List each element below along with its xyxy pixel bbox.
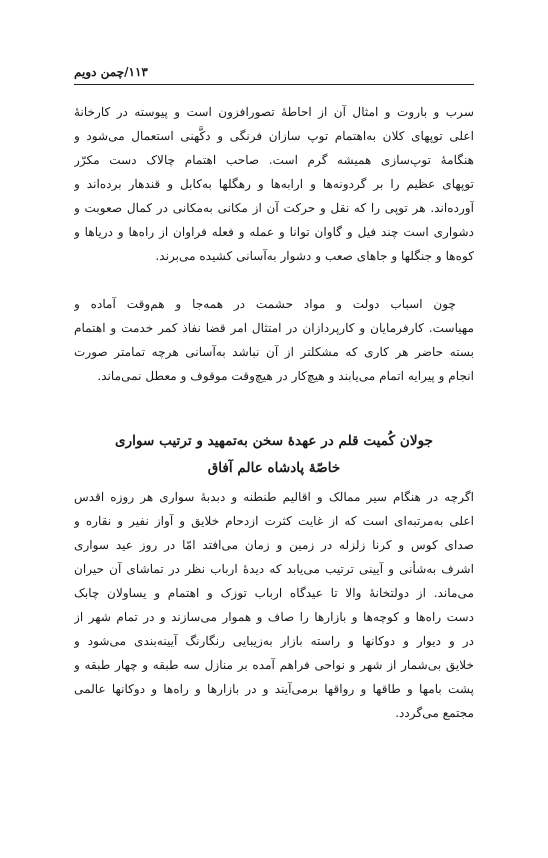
text-line: اگرچه در هنگام سیر ممالک و اقالیم طنطنه و دبدبهٔ سواری هر روزه اقدس: [74, 490, 474, 504]
text-line: می‌ماند. از دولتخانهٔ والا تا عیدگاه ارباب توزک و اهتمام و یساولان چابک: [74, 586, 474, 600]
text-line: آورده‌اند. هر توپی را که نقل و حرکت آن از مکانی به‌مکانی در کمال صعوبت و: [74, 201, 474, 215]
text-line: دست راه‌ها و کوچه‌ها و بازارها را صاف و هموار می‌سازند و در تمام شهر از: [74, 610, 474, 624]
header-rule: [74, 84, 474, 85]
running-head: ۱۱۳/چمن دویم: [74, 65, 148, 79]
section-title-line: جولان کُمیت قلم در عهدهٔ سخن به‌تمهید و ترتیب سواری: [114, 433, 434, 449]
paragraph-1: [74, 100, 474, 268]
text-line: سرب و باروت و امثال آن از احاطهٔ تصورافزون است و پیوسته در کارخانهٔ: [74, 105, 474, 119]
section-title-line: خاصّهٔ پادشاه عالم آفاق: [207, 460, 341, 476]
text-line: اعلی توپهای کلان به‌اهتمام توپ سازان فرنگی و دکَّهنی استعمال می‌شود و: [74, 129, 474, 143]
text-line: دشواری است چند فیل و گاوان توانا و عمله و فعله فراوان از راه‌ها و دریاها و: [74, 225, 474, 239]
text-line: انجام و پیرایه اتمام می‌یابند و هیچ‌کار در هیچ‌وقت موقوف و معطل نمی‌ماند.: [97, 369, 474, 383]
text-line: هنگامهٔ توپ‌سازی همیشه گرم است. صاحب اهتمام چالاک دست مکرّر: [74, 153, 474, 167]
paragraph-2: [74, 292, 474, 388]
text-line: چون اسباب دولت و مواد حشمت در همه‌جا و هم‌وقت آماده و: [74, 297, 456, 311]
text-line: کوه‌ها و جنگلها و جاهای صعب و دشوار به‌آسانی کشیده می‌برند.: [155, 249, 474, 263]
section-title: [74, 428, 474, 482]
text-line: در و دیوار و دوکانها و راسته بازار به‌زیبایی رنگارنگ آیینه‌بندی می‌شود و: [74, 634, 474, 648]
text-line: توپهای عظیم را بر گردونه‌ها و ارابه‌ها و رهگلها به‌کابل و قندهار برده‌اند و: [74, 177, 474, 191]
text-line: خلایق بی‌شمار از شهر و نواحی فراهم آمده بر منازل سه طبقه و چهار طبقه و: [74, 658, 474, 672]
text-line: اشرف به‌شأنی و آیینی ترتیب می‌یابد که دیدهٔ ارباب نظر در تماشای آن حیران: [74, 562, 474, 576]
text-line: صدای کوس و کرنا زلزله در زمین و زمان می‌افتد امّا در روز عید سواری: [74, 538, 474, 552]
text-line: مجتمع می‌گردد.: [395, 706, 474, 720]
text-line: بسته حاضر هر کاری که مشکلتر از آن نباشد به‌آسانی هرچه تمامتر صورت: [74, 345, 474, 359]
text-line: مهیاست. کارفرمایان و کارپردازان در امتثال امر قضا نفاذ کمر خدمت و اهتمام: [74, 321, 474, 335]
text-line: پشت بامها و طاقها و رواقها برمی‌آیند و در بازارها و راه‌ها و دوکانها عالمی: [74, 682, 474, 696]
text-line: اعلی به‌مرتبه‌ای است که از غایت کثرت ازدحام خلایق و آواز نفیر و نقاره و: [74, 514, 474, 528]
paragraph-3: [74, 485, 474, 725]
